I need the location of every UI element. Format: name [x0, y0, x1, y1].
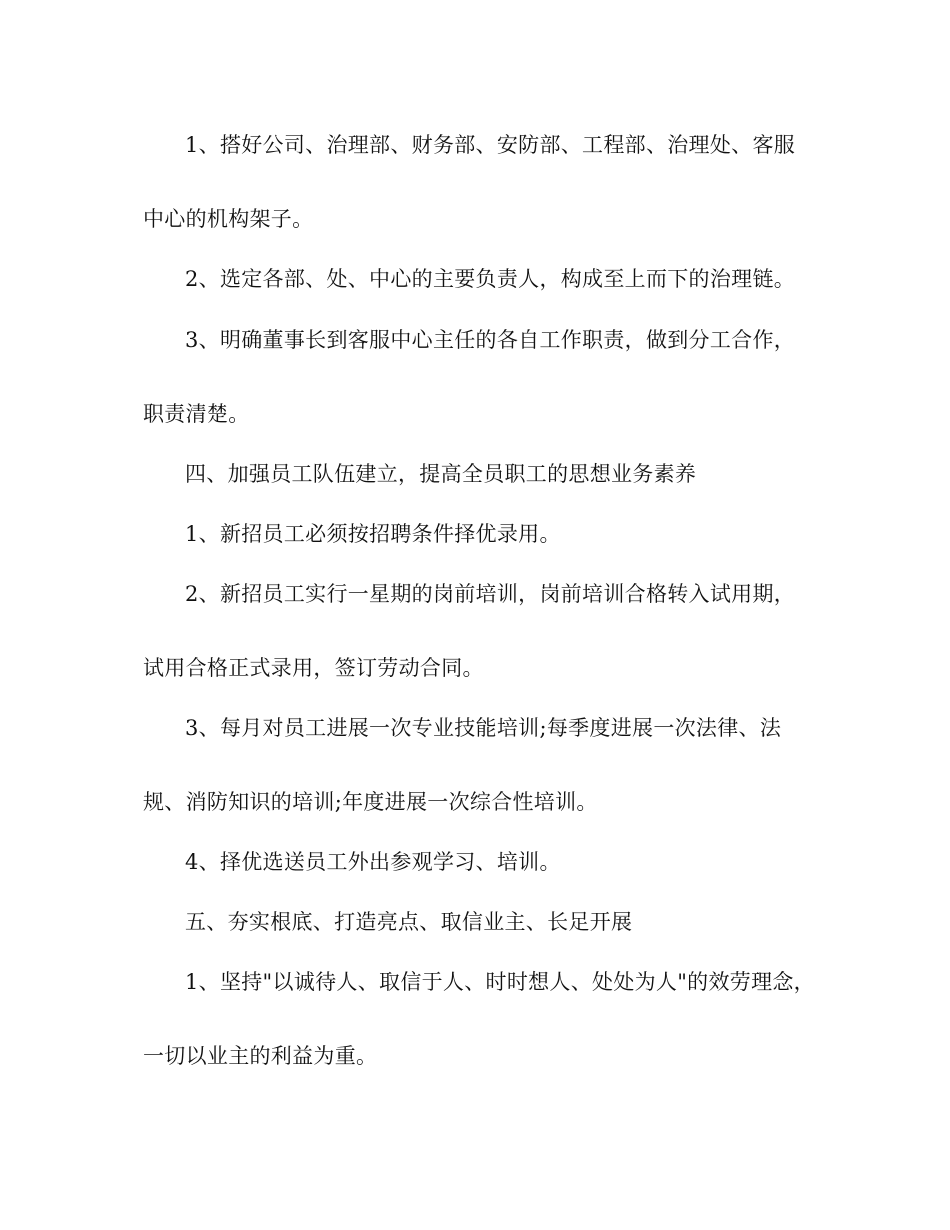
section-heading: 五、夯实根底、打造亮点、取信业主、长足开展 — [185, 910, 633, 934]
paragraph-line: 3、明确董事长到客服中心主任的各自工作职责，做到分工合作， — [185, 328, 796, 352]
paragraph-line: 一切以业主的利益为重。 — [143, 1044, 378, 1068]
paragraph-line: 2、选定各部、处、中心的主要负责人，构成至上而下的治理链。 — [185, 267, 796, 291]
paragraph-line: 3、每月对员工进展一次专业技能培训;每季度进展一次法律、法 — [185, 716, 782, 740]
paragraph-line: 中心的机构架子。 — [143, 207, 314, 231]
section-heading: 四、加强员工队伍建立，提高全员职工的思想业务素养 — [185, 462, 697, 486]
paragraph-line: 1、坚持"以诚待人、取信于人、时时想人、处处为人"的效劳理念， — [185, 970, 815, 994]
paragraph-line: 4、择优选送员工外出参观学习、培训。 — [185, 850, 561, 874]
paragraph-line: 1、搭好公司、治理部、财务部、安防部、工程部、治理处、客服 — [185, 133, 796, 157]
paragraph-line: 1、新招员工必须按招聘条件择优录用。 — [185, 522, 561, 546]
paragraph-line: 职责清楚。 — [143, 402, 250, 426]
paragraph-line: 规、消防知识的培训;年度进展一次综合性培训。 — [143, 790, 598, 814]
paragraph-line: 试用合格正式录用，签订劳动合同。 — [143, 656, 484, 680]
paragraph-line: 2、新招员工实行一星期的岗前培训，岗前培训合格转入试用期， — [185, 582, 796, 606]
